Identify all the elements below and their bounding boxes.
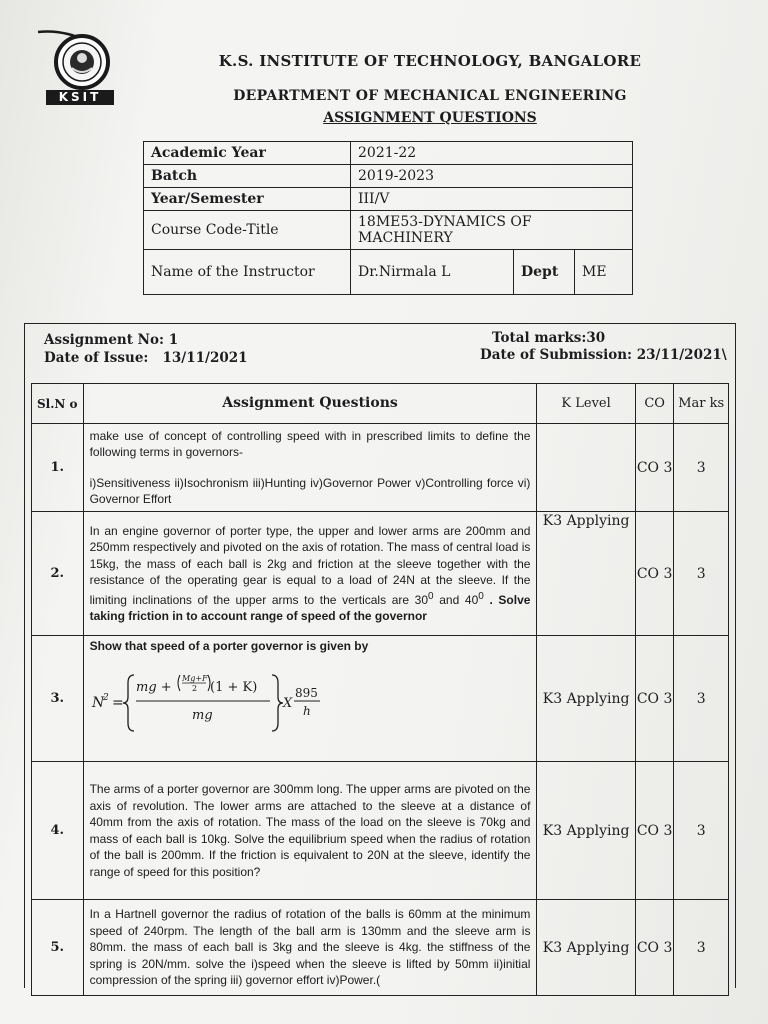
batch-label: Batch bbox=[144, 165, 351, 188]
formula-right-numerator: 895 bbox=[294, 685, 318, 700]
table-header-row bbox=[32, 384, 729, 424]
table-row bbox=[144, 188, 633, 211]
marks-value: 3 bbox=[674, 512, 729, 636]
course-label: Course Code-Title bbox=[144, 211, 351, 250]
co-value: CO 3 bbox=[635, 762, 674, 900]
date-of-issue-label: Date of Issue: bbox=[44, 350, 149, 366]
question-number: 4. bbox=[32, 762, 84, 900]
k-level bbox=[537, 424, 635, 512]
table-row bbox=[144, 165, 633, 188]
date-of-issue bbox=[44, 350, 248, 366]
co-value: CO 3 bbox=[635, 424, 674, 512]
course-value: 18ME53-DYNAMICS OF MACHINERY bbox=[351, 211, 633, 250]
co-value: CO 3 bbox=[635, 512, 674, 636]
question-text-part: Show that speed of a porter governor is given by bbox=[89, 639, 369, 653]
question-number: 5. bbox=[32, 900, 84, 996]
k-level: K3 Applying bbox=[537, 762, 635, 900]
question-text: The arms of a porter governor are 300mm long. The upper arms are pivoted on the axis of revolution. The lower arms are attached to the sleeve at a distance of 40mm from the axis of rotation. The mass of the load on the sleeve is 70kg and mass of each ball is 10kg. Solve the equilibrium speed when the radius of rotation of the ball is 200mm. If the friction is equivalent to 20N at the sleeve, identify the range of speed for this position? bbox=[83, 762, 537, 900]
year-semester-label: Year/Semester bbox=[144, 188, 351, 211]
formula-inner-numerator: Mg+F bbox=[181, 673, 208, 683]
degree-sup: 0 bbox=[478, 590, 484, 602]
co-value: CO 3 bbox=[635, 900, 674, 996]
formula-inner-denominator: 2 bbox=[191, 683, 197, 693]
academic-year-value: 2021-22 bbox=[351, 142, 633, 165]
marks-value: 3 bbox=[674, 762, 729, 900]
formula-term-2: (1 + K) bbox=[209, 679, 257, 695]
assignment-number: Assignment No: 1 bbox=[44, 332, 179, 348]
questions-table bbox=[31, 383, 729, 996]
question-number: 1. bbox=[32, 424, 84, 512]
column-header-k-level: K Level bbox=[537, 384, 635, 424]
column-header-co: CO bbox=[635, 384, 674, 424]
table-row bbox=[144, 211, 633, 250]
marks-value: 3 bbox=[674, 636, 729, 762]
formula-lhs-exponent: 2 bbox=[102, 692, 109, 703]
year-semester-value: III/V bbox=[351, 188, 633, 211]
co-value: CO 3 bbox=[635, 636, 674, 762]
instructor-label: Name of the Instructor bbox=[144, 250, 351, 295]
degree-sup: 0 bbox=[428, 590, 434, 602]
question-number: 2. bbox=[32, 512, 84, 636]
dept-value: ME bbox=[575, 250, 633, 295]
question-text bbox=[83, 424, 537, 512]
column-header-sl-no: Sl.N o bbox=[32, 384, 84, 424]
date-of-submission: Date of Submission: 23/11/2021\ bbox=[480, 347, 727, 363]
department-name: DEPARTMENT OF MECHANICAL ENGINEERING bbox=[233, 88, 627, 104]
academic-year-label: Academic Year bbox=[144, 142, 351, 165]
question-number: 3. bbox=[32, 636, 84, 762]
question-text-part: make use of concept of controlling speed with in prescribed limits to define the following terms in governors- bbox=[89, 428, 531, 459]
question-text-part: In an engine governor of porter type, the upper and lower arms are 200mm and 250mm respectively and pivoted on the axis of rotation. The mass of central load is 15kg, the mass of each ball is 2kg and friction at the sleeve together with the resistance of the operating gear is equal to a load of 24N at the sleeve. If the limiting inclinations of the upper arms to the verticals are 30 bbox=[89, 523, 531, 607]
column-header-questions: Assignment Questions bbox=[83, 384, 537, 424]
table-row bbox=[144, 142, 633, 165]
instructor-value: Dr.Nirmala L bbox=[351, 250, 514, 295]
logo-badge-text: KSIT bbox=[46, 90, 114, 105]
table-row bbox=[32, 636, 729, 762]
table-row bbox=[32, 900, 729, 996]
question-text-part: and 40 bbox=[433, 592, 479, 607]
date-of-issue-value: 13/11/2021 bbox=[162, 350, 248, 366]
k-level: K3 Applying bbox=[537, 512, 635, 636]
formula-lhs: N bbox=[91, 694, 104, 711]
table-row bbox=[32, 424, 729, 512]
question-text bbox=[83, 636, 537, 762]
question-text bbox=[83, 512, 537, 636]
column-header-marks: Mar ks bbox=[674, 384, 729, 424]
marks-value: 3 bbox=[674, 424, 729, 512]
formula-term-1: mg + bbox=[135, 679, 172, 695]
document-title: ASSIGNMENT QUESTIONS bbox=[323, 110, 537, 126]
k-level: K3 Applying bbox=[537, 900, 635, 996]
formula-equals: = bbox=[111, 694, 124, 711]
porter-governor-formula bbox=[90, 669, 330, 735]
table-row bbox=[32, 512, 729, 636]
table-row bbox=[32, 762, 729, 900]
marks-value: 3 bbox=[674, 900, 729, 996]
dept-label: Dept bbox=[514, 250, 575, 295]
course-info-table bbox=[143, 141, 633, 295]
institute-name: K.S. INSTITUTE OF TECHNOLOGY, BANGALORE bbox=[218, 52, 642, 70]
formula-multiply: X bbox=[282, 695, 292, 711]
question-text: In a Hartnell governor the radius of rotation of the balls is 60mm at the minimum speed of 240rpm. The length of the ball arm is 130mm and the sleeve arm is 80mm. the mass of each ball is 3kg and the sleeve is 4kg. the stiffness of the spring is 20N/mm. solve the i)speed when the sleeve is lifted by 50mm ii)initial compression of the spring iii) governor effort iv)Power.( bbox=[83, 900, 537, 996]
formula-right-denominator: h bbox=[302, 703, 311, 718]
batch-value: 2019-2023 bbox=[351, 165, 633, 188]
table-row bbox=[144, 250, 633, 295]
question-text-part: . Solve taking friction in to account range of speed of the governor bbox=[89, 592, 531, 623]
formula-denominator: mg bbox=[191, 707, 213, 723]
question-text-part: i)Sensitiveness ii)Isochronism iii)Hunting iv)Governor Power v)Controlling force vi) Governor Effort bbox=[89, 475, 531, 506]
k-level: K3 Applying bbox=[537, 636, 635, 762]
total-marks: Total marks:30 bbox=[492, 330, 606, 346]
